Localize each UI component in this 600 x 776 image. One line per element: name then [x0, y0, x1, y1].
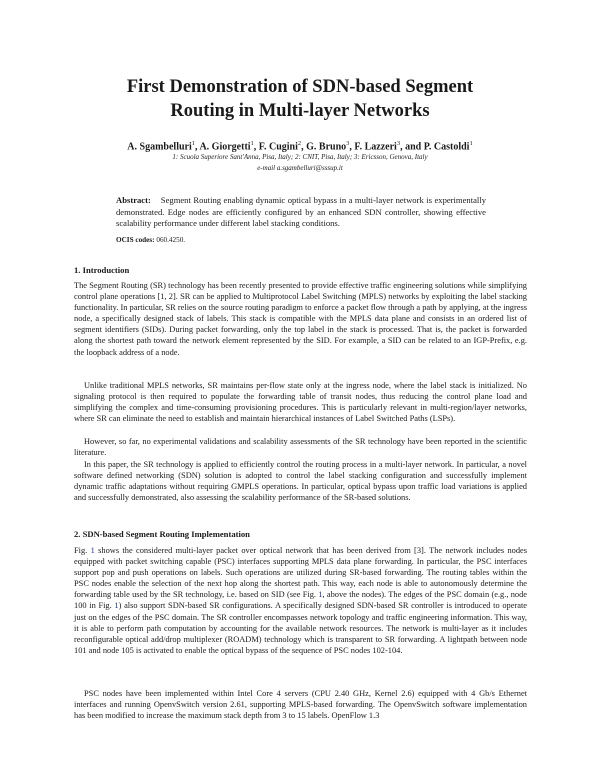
ocis-value: 060.4250.	[156, 236, 186, 244]
text-run: Fig.	[74, 546, 88, 555]
author-affiliation-mark: 1	[250, 140, 254, 147]
author-affiliation-mark: 1	[469, 140, 473, 147]
paper-title	[60, 75, 540, 123]
affiliations: 1: Scuola Superiore Sant'Anna, Pisa, Italy; 2: CNIT, Pisa, Italy; 3: Ericsson, Genova, Italy	[172, 153, 428, 161]
section-1-paragraph-3: However, so far, no experimental validations and scalability assessments of the SR technology have been reported in the scientific literature.	[74, 437, 527, 458]
section-2-paragraph-2: PSC nodes have been implemented within Intel Core 4 servers (CPU 2.40 GHz, Kernel 2.6) equipped with 4 Gb/s Ethernet interfaces and running OpenvSwitch version 2.61, supporting MPLS-based forwarding. The OpenvSwitch software implementation has been modified to increase the maximum stack depth from 3 to 15 labels. OpenFlow 1.3	[74, 689, 527, 721]
ocis-label: OCIS codes:	[116, 236, 155, 244]
author-affiliation-mark: 2	[297, 140, 302, 147]
text-run: shows the considered multi-layer packet over optical network that has been derived from [3]. The network includes nodes equipped with packet switching capable (PSC) interfaces supporting MPLS data plane forwarding. In particular, the PSC interfaces support pop and push operations on labels. Such operations are utilized during SR-based forwarding. The routing tables within the PSC nodes enable the selection of the next hop along the shortest path. This way, each node is able to autonomously determine the forwarding table used by the SR technology, i.e. based on SID (see Fig.	[74, 546, 528, 600]
section-1-paragraph-4: In this paper, the SR technology is applied to efficiently control the routing process in a multi-layer network. In particular, a novel software defined networking (SDN) solution is adopted to control the label stacking configuration and successfully implement dynamic traffic adaptations without requiring GMPLS operations. In particular, optical bypass upon traffic load variations is applied and successfully demonstrated, also assessing the scalability performance of the SR-based solutions.	[74, 460, 527, 503]
text-run: , above the nodes). The edges of the PSC domain (e.g., node 100 in Fig.	[74, 590, 527, 611]
abstract	[116, 195, 486, 230]
author-name: F. Cugini	[258, 141, 298, 153]
author-list: A. Sgambelluri$^1$, A. Giorgetti$^1$, F. Cugini$^2$, G. Bruno$^3$, F. Lazzeri$^3$, and P. Castoldi$^1$	[127, 140, 473, 153]
section-1-heading: 1. Introduction	[74, 265, 130, 275]
author-name: P. Castoldi	[423, 141, 470, 153]
author-affiliation-mark: 1	[191, 140, 195, 147]
author-name: F. Lazzeri	[354, 141, 397, 153]
figure-reference-link[interactable]: 1	[114, 601, 119, 611]
author-affiliation-mark: 3	[396, 140, 401, 147]
text-run: ) also support SDN-based SR configurations. A specifically designed SDN-based SR controller is introduced to operate just on the edges of the PSC domain. The SR controller encompasses network topology and traffic engineering information. This way, it is able to perform path computation by accounting for the available network resources. The network is multi-layer as it includes reconfigurable optical add/drop multiplexer (ROADM) technology which is transparent to SR forwarding. A lightpath between node 101 and node 105 is activated to enable the optical bypass of the sequence of PSC nodes 102-104.	[74, 601, 528, 655]
section-2-paragraph-1	[74, 545, 527, 656]
abstract-label: Abstract:	[116, 195, 151, 205]
author-email: e-mail a.sgambelluri@sssup.it	[257, 164, 343, 172]
author-name: A. Giorgetti	[199, 141, 251, 153]
author-name: A. Sgambelluri	[127, 141, 192, 153]
author-and: and	[405, 141, 422, 153]
figure-reference-link[interactable]: 1	[318, 590, 323, 600]
abstract-text: Segment Routing enabling dynamic optical bypass in a multi-layer network is experimentally demonstrated. Edge nodes are efficiently configured by an enhanced SDN controller, showing effective scalability performance under different label stacking conditions.	[116, 195, 486, 229]
section-1-paragraph-1: The Segment Routing (SR) technology has been recently presented to provide effective traffic engineering solutions while simplifying control plane operations [1, 2]. SR can be applied to Multiprotocol Label Switching (MPLS) networks by exploiting the label stacking functionality. In particular, SR relies on the source routing paradigm to enforce a packet flow through a path by applying, at the ingress node, a specifically designed stack of labels. This stack is compatible with the MPLS data plane and consists in an ordered list of segment identifiers (SIDs). During packet forwarding, only the top label in the stack is processed. That is, the packet is forwarded along the shortest path toward the network element represented by the SID. For example, a SID can be related to an IGP-Prefix, e.g. the loopback address of a node.	[74, 281, 527, 357]
title-line-1: First Demonstration of SDN-based Segment	[126, 77, 474, 97]
figure-reference-link[interactable]: 1	[90, 546, 95, 555]
section-1-paragraph-2: Unlike traditional MPLS networks, SR maintains per-flow state only at the ingress node, where the label stack is initialized. No signaling protocol is then required to populate the forwarding table of transit nodes, thus reducing the control plane load and simplifying the complex and time-consuming provisioning procedures. This is particularly relevant in multi-region/layer networks, where SR can eliminate the need to establish and maintain hierarchical instances of Label Switched Paths (LSPs).	[74, 381, 527, 424]
author-name: G. Bruno	[306, 141, 347, 153]
author-affiliation-mark: 3	[346, 140, 350, 147]
ocis-codes	[116, 236, 486, 244]
title-line-2: Routing in Multi-layer Networks	[170, 101, 430, 121]
section-2-heading: 2. SDN-based Segment Routing Implementation	[74, 529, 250, 539]
